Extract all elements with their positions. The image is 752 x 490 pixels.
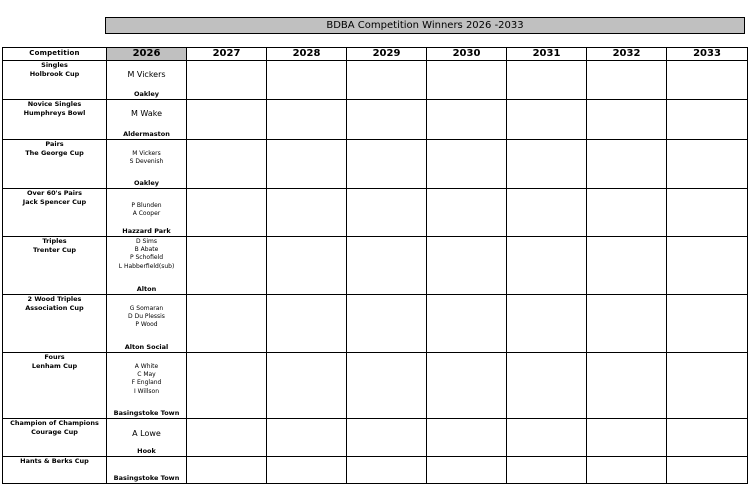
winner-cell-empty	[667, 140, 748, 189]
winner-name: D Du Plessis	[128, 313, 165, 321]
winner-cell-empty	[427, 419, 507, 457]
winner-names	[107, 70, 186, 80]
winner-cell-empty	[267, 237, 347, 295]
competition-name-line: Fours	[44, 353, 65, 361]
winner-cell-empty	[267, 353, 347, 419]
winner-names	[107, 109, 186, 119]
winner-cell-empty	[187, 419, 267, 457]
winner-name: P Blunden	[131, 202, 162, 209]
winner-cell-empty	[587, 61, 667, 100]
winner-cell-empty	[347, 353, 427, 419]
year-header: 2028	[267, 48, 347, 61]
winner-cell-empty	[587, 189, 667, 237]
winner-cell-empty	[667, 419, 748, 457]
winner-cell-empty	[187, 61, 267, 100]
winner-name: M Vickers	[127, 70, 166, 79]
table-row	[3, 140, 748, 189]
competition-cell	[3, 295, 107, 353]
winner-names	[107, 238, 186, 271]
year-header: 2033	[667, 48, 748, 61]
winner-cell-2026	[107, 295, 187, 353]
competition-cell	[3, 353, 107, 419]
winner-cell-empty	[187, 353, 267, 419]
winner-cell-empty	[587, 295, 667, 353]
competition-name-line: Pairs	[45, 140, 64, 148]
winner-cell-empty	[187, 295, 267, 353]
winner-cell-empty	[187, 457, 267, 484]
table-row	[3, 61, 748, 100]
winner-cell-empty	[267, 100, 347, 140]
competition-name-line: Humphreys Bowl	[23, 109, 86, 117]
winner-cell-empty	[667, 237, 748, 295]
winner-name: M Wake	[130, 109, 162, 118]
table-row	[3, 189, 748, 237]
table-row	[3, 419, 748, 457]
winner-cell-empty	[347, 61, 427, 100]
competition-cell	[3, 237, 107, 295]
table-row	[3, 457, 748, 484]
winner-cell-2026	[107, 189, 187, 237]
winner-cell-empty	[507, 457, 587, 484]
winner-cell-2026	[107, 457, 187, 484]
competition-cell	[3, 419, 107, 457]
winner-cell-empty	[427, 295, 507, 353]
winner-club: Basingstoke Town	[113, 409, 180, 417]
winner-cell-2026	[107, 353, 187, 419]
winner-cell-empty	[427, 100, 507, 140]
winner-club: Aldermaston	[123, 130, 170, 138]
winner-name: A Cooper	[132, 210, 161, 218]
sheet-title: BDBA Competition Winners 2026 -2033	[105, 17, 745, 34]
winner-cell-empty	[667, 189, 748, 237]
winner-club: Oakley	[133, 179, 160, 187]
winner-name: D Sims	[136, 238, 157, 245]
competition-name-line: The George Cup	[25, 149, 84, 157]
winner-cell-empty	[427, 457, 507, 484]
winner-cell-empty	[187, 189, 267, 237]
competition-name-line: Over 60's Pairs	[26, 189, 83, 197]
winner-cell-empty	[507, 61, 587, 100]
year-header: 2029	[347, 48, 427, 61]
winner-cell-empty	[347, 189, 427, 237]
competition-cell	[3, 140, 107, 189]
competition-cell	[3, 100, 107, 140]
competition-name-line: Hants & Berks Cup	[20, 457, 89, 465]
winner-cell-empty	[187, 237, 267, 295]
winner-cell-2026	[107, 100, 187, 140]
winner-cell-empty	[507, 295, 587, 353]
winner-name: I Willson	[133, 387, 160, 395]
winner-names	[107, 150, 186, 166]
winner-cell-empty	[347, 419, 427, 457]
winner-cell-empty	[347, 237, 427, 295]
winner-cell-empty	[427, 353, 507, 419]
winner-cell-2026	[107, 237, 187, 295]
winner-name: A White	[134, 363, 159, 370]
competition-name-line: Trenter Cup	[33, 246, 76, 254]
winner-club: Oakley	[133, 90, 160, 98]
competition-name-line: Jack Spencer Cup	[22, 198, 87, 206]
header-row	[3, 48, 748, 61]
winner-cell-2026	[107, 140, 187, 189]
competition-header: Competition	[3, 48, 107, 61]
winner-cell-empty	[347, 295, 427, 353]
competition-name-line: Holbrook Cup	[29, 70, 80, 78]
winner-club: Alton	[136, 285, 157, 293]
winner-cell-empty	[267, 419, 347, 457]
winner-cell-2026	[107, 419, 187, 457]
competition-name-line: Association Cup	[25, 304, 84, 312]
competition-cell	[3, 189, 107, 237]
winner-name: G Somaran	[129, 305, 164, 312]
competition-name-line: Champion of Champions	[10, 419, 99, 427]
winner-club: Alton Social	[124, 343, 169, 351]
winner-cell-empty	[347, 140, 427, 189]
winner-club: Basingstoke Town	[113, 474, 180, 482]
competition-name-line: Novice Singles	[27, 100, 82, 108]
competition-name-line: Courage Cup	[31, 428, 78, 436]
year-header: 2026	[107, 48, 187, 61]
winner-cell-empty	[427, 61, 507, 100]
winner-name: L Habberfield(sub)	[118, 262, 175, 270]
winner-cell-empty	[187, 100, 267, 140]
winner-cell-empty	[187, 140, 267, 189]
winner-names	[107, 363, 186, 396]
table-row	[3, 100, 748, 140]
winner-cell-empty	[667, 457, 748, 484]
winner-name: M Vickers	[132, 150, 161, 157]
winner-cell-empty	[587, 457, 667, 484]
winner-name: S Devenish	[129, 158, 164, 166]
winners-table	[2, 47, 748, 484]
winner-cell-empty	[347, 100, 427, 140]
winner-names	[107, 305, 186, 330]
winner-cell-empty	[667, 100, 748, 140]
winner-cell-empty	[667, 353, 748, 419]
table-row	[3, 353, 748, 419]
winner-cell-empty	[427, 189, 507, 237]
winner-cell-empty	[267, 140, 347, 189]
winner-cell-empty	[267, 189, 347, 237]
winner-cell-empty	[667, 61, 748, 100]
year-header: 2031	[507, 48, 587, 61]
winner-names	[107, 202, 186, 218]
winner-cell-empty	[507, 419, 587, 457]
competition-cell	[3, 61, 107, 100]
winner-cell-empty	[587, 140, 667, 189]
winner-name: B Abate	[134, 246, 159, 254]
winner-cell-empty	[347, 457, 427, 484]
competition-name-line: Singles	[41, 61, 68, 69]
year-header: 2027	[187, 48, 267, 61]
winner-cell-empty	[507, 100, 587, 140]
winner-cell-empty	[507, 140, 587, 189]
table-row	[3, 237, 748, 295]
winner-club: Hook	[137, 447, 156, 455]
winner-cell-empty	[427, 140, 507, 189]
winner-cell-empty	[587, 353, 667, 419]
competition-name-line: 2 Wood Triples	[27, 295, 82, 303]
winner-cell-empty	[427, 237, 507, 295]
competition-name-line: Lenham Cup	[31, 362, 78, 370]
winner-cell-empty	[267, 61, 347, 100]
competition-name-line: Triples	[42, 237, 67, 245]
winner-cell-empty	[267, 295, 347, 353]
winner-name: C May	[137, 371, 156, 379]
winner-cell-empty	[587, 419, 667, 457]
year-header: 2032	[587, 48, 667, 61]
winner-name: F England	[131, 379, 162, 387]
winner-cell-empty	[267, 457, 347, 484]
year-header: 2030	[427, 48, 507, 61]
winner-name: P Wood	[135, 321, 158, 329]
competition-cell	[3, 457, 107, 484]
winner-cell-empty	[667, 295, 748, 353]
winner-cell-empty	[507, 237, 587, 295]
winner-cell-empty	[587, 100, 667, 140]
winner-cell-empty	[587, 237, 667, 295]
winner-cell-empty	[507, 189, 587, 237]
winner-club: Hazzard Park	[122, 227, 171, 235]
winner-names	[107, 429, 186, 439]
winner-name: P Schofield	[129, 254, 164, 262]
table-row	[3, 295, 748, 353]
winner-cell-empty	[507, 353, 587, 419]
winner-name: A Lowe	[132, 429, 161, 438]
winner-cell-2026	[107, 61, 187, 100]
